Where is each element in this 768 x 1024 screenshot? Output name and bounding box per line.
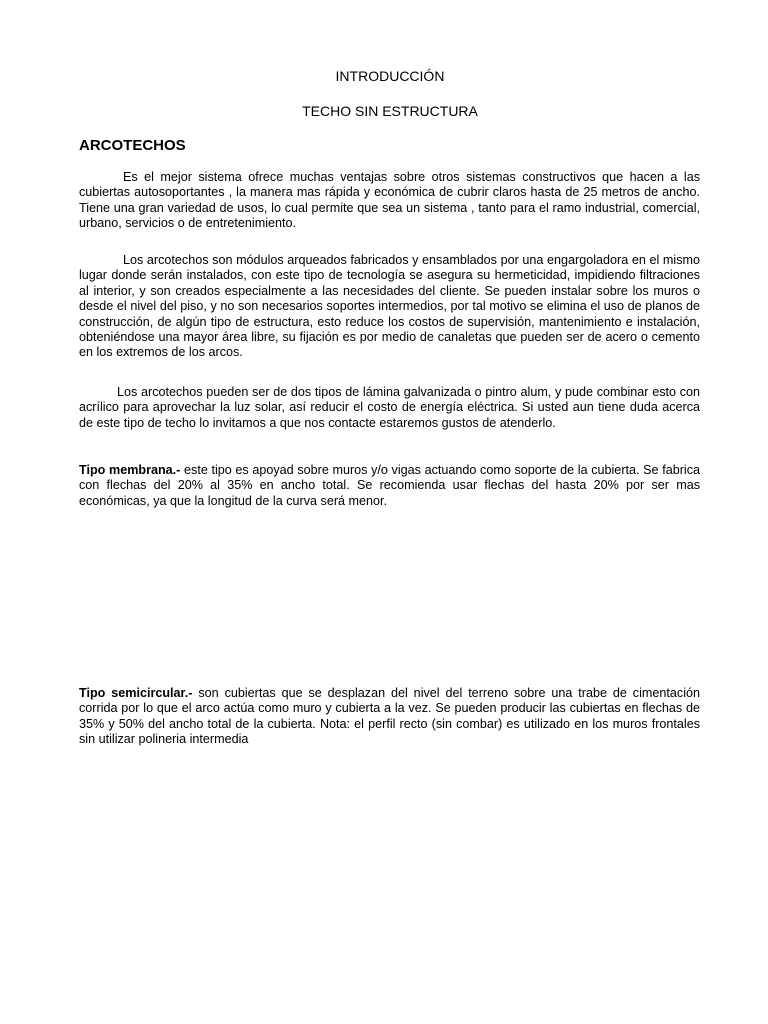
paragraph-materials: Los arcotechos pueden ser de dos tipos de lámina galvanizada o pintro alum, y pude combinar esto con acrílico para aprovechar la luz solar, así reducir el costo de energía eléctrica. Si usted aun tiene duda acerca de este tipo de techo lo invitamos a que nos contacte estaremos gustos de atenderlo.: [79, 385, 700, 430]
section-heading: ARCOTECHOS: [79, 137, 186, 154]
type-text-semicircular: son cubiertas que se desplazan del nivel del terreno sobre una trabe de cimentación corrida por lo que el arco actúa como muro y cubierta a la vez. Se pueden producir las cubiertas en flechas de 35% y 50% del ancho total de la cubierta. Nota: el perfil recto (sin combar) es utilizado en los muros frontales sin utilizar polineria intermedia: [79, 686, 701, 747]
paragraph-modules: Los arcotechos son módulos arqueados fabricados y ensamblados por una engargoladora en el mismo lugar donde serán instalados, con este tipo de tecnología se asegura su hermeticidad, impidiendo filtraciones al interior, y son creados especialmente a las necesidades del cliente. Se pueden instalar sobre los muros o desde el nivel del piso, y no son necesarios soportes intermedios, por tal motivo se elimina el uso de planos de construcción, de algún tipo de estructura, esto reduce los costos de supervisión, mantenimiento e instalación, obteniéndose una mayor área libre, su fijación es por medio de canaletas que pueden ser de acero o cemento en los extremos de los arcos.: [79, 253, 700, 360]
paragraph-type-membrana: [79, 463, 700, 509]
paragraph-intro: Es el mejor sistema ofrece muchas ventajas sobre otros sistemas constructivos que hacen a las cubiertas autosoportantes , la manera mas rápida y económica de cubrir claros hasta de 25 metros de ancho. Tiene una gran variedad de usos, lo cual permite que sea un sistema , tanto para el ramo industrial, comercial, urbano, servicios o de entretenimiento.: [79, 170, 700, 231]
page-subtitle: TECHO SIN ESTRUCTURA: [302, 103, 478, 119]
type-text-membrana: este tipo es apoyad sobre muros y/o vigas actuando como soporte de la cubierta. Se fabrica con flechas del 20% al 35% en ancho total. Se recomienda usar flechas del hasta 20% por ser mas económicas, ya que la longitud de la curva será menor.: [79, 463, 700, 508]
page-title: INTRODUCCIÓN: [335, 68, 445, 84]
type-term-membrana: Tipo membrana.-: [79, 463, 181, 477]
paragraph-type-semicircular: [79, 686, 700, 748]
type-term-semicircular: Tipo semicircular.-: [79, 686, 193, 700]
